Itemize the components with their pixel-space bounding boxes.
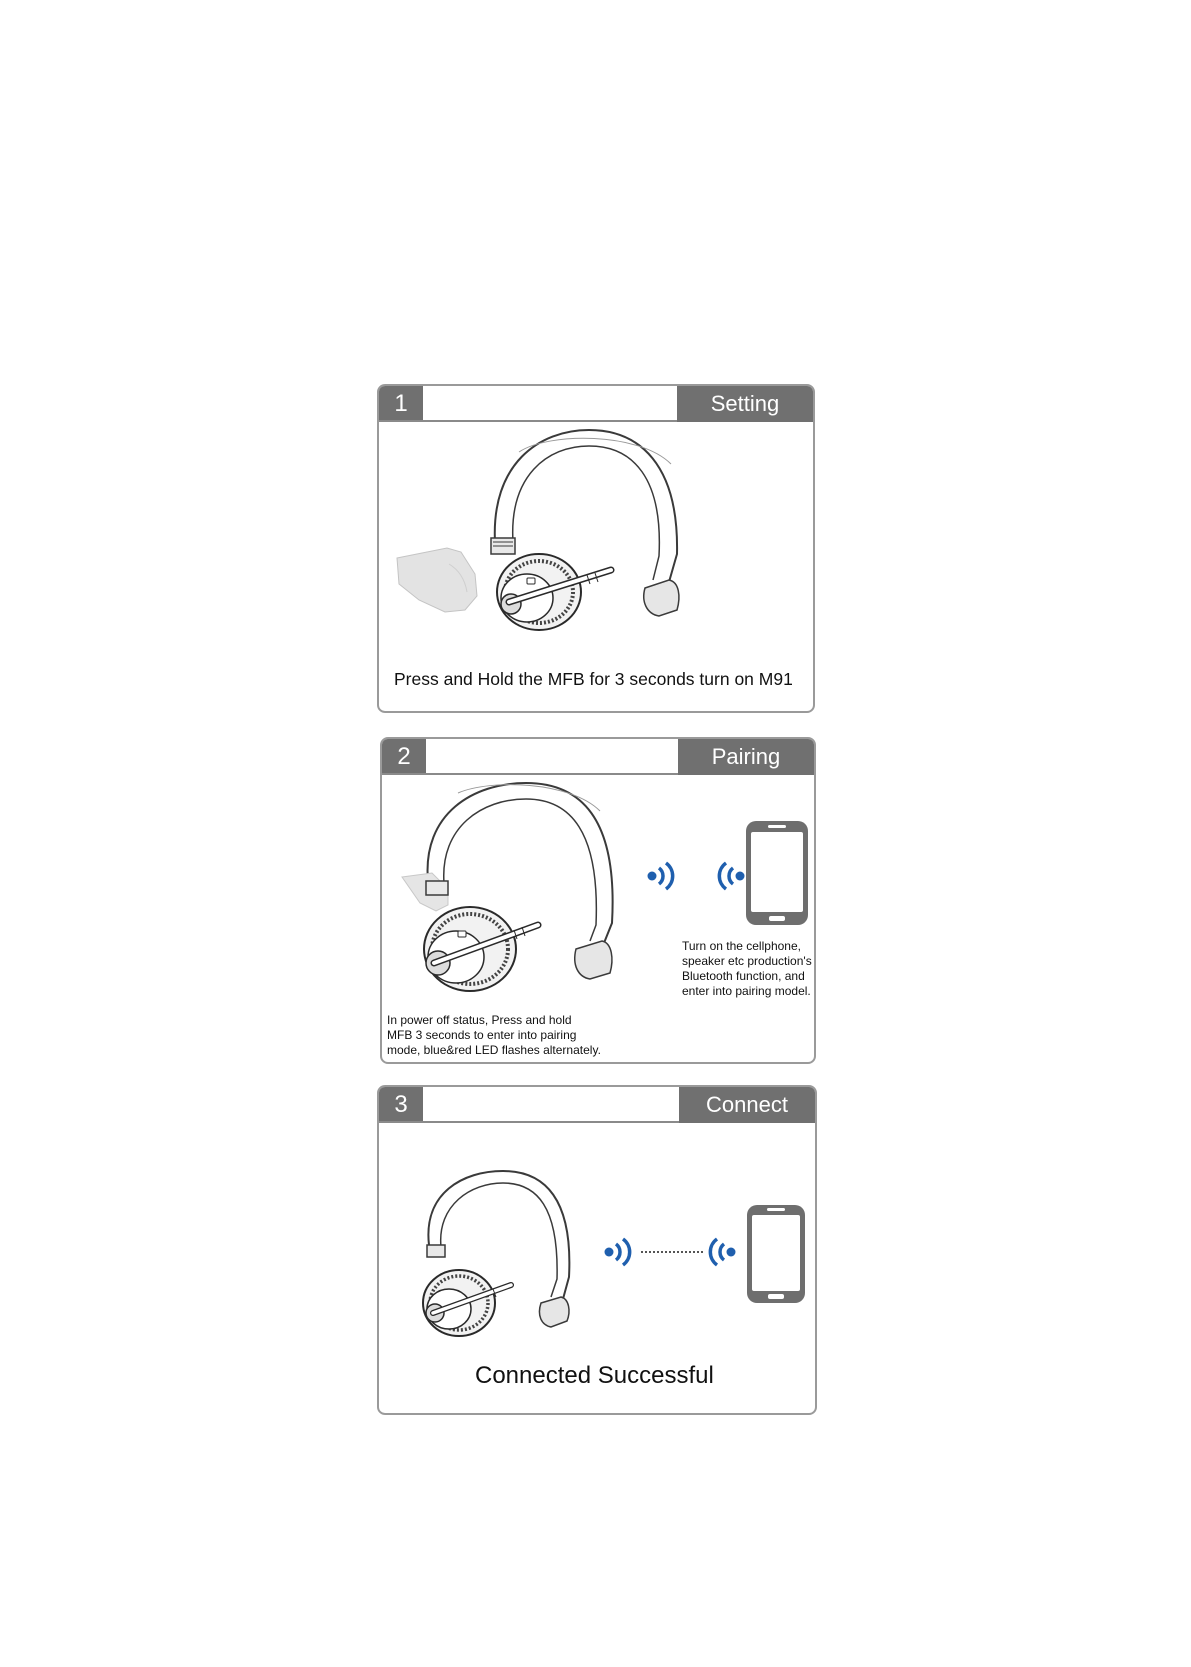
step-number: 2 <box>382 739 426 775</box>
caption-right: Turn on the cellphone, speaker etc production's Bluetooth function, and enter into pairing model. <box>682 939 812 998</box>
signal-out-icon <box>646 859 680 893</box>
step-caption: Press and Hold the MFB for 3 seconds turn on M91 <box>394 669 793 689</box>
step-title: Connect <box>679 1087 815 1123</box>
connection-line <box>641 1251 703 1253</box>
step-number: 1 <box>379 386 423 422</box>
step-title: Setting <box>677 386 813 422</box>
signal-in-icon <box>712 859 746 893</box>
hand-icon <box>397 548 477 612</box>
step-title: Pairing <box>678 739 814 775</box>
headset-icon <box>390 777 630 1007</box>
signal-in-icon <box>703 1235 737 1269</box>
step-1-panel <box>377 384 815 713</box>
signal-out-icon <box>603 1235 637 1269</box>
smartphone-icon <box>745 1203 807 1305</box>
step-caption: Connected Successful <box>475 1362 714 1389</box>
smartphone-icon <box>744 819 810 927</box>
step-3-panel <box>377 1085 817 1415</box>
headset-icon <box>389 424 799 654</box>
step-number: 3 <box>379 1087 423 1123</box>
headset-icon <box>401 1167 581 1347</box>
step-2-panel <box>380 737 816 1064</box>
caption-left: In power off status, Press and hold MFB 3 seconds to enter into pairing mode, blue&red LED flashes alternately. <box>387 1013 601 1057</box>
